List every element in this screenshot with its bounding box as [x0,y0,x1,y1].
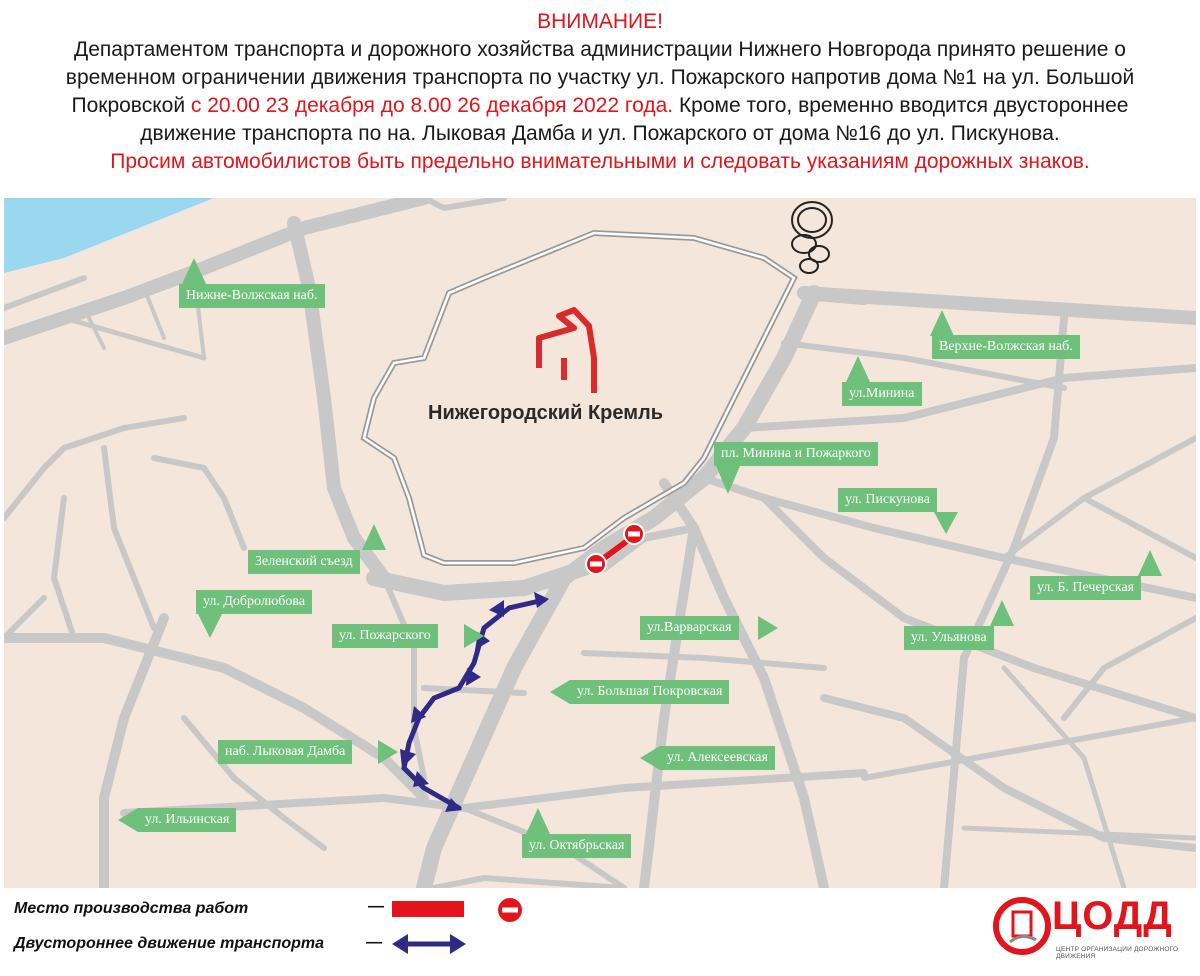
label-pointer [526,808,550,834]
label-pointer [118,808,138,832]
legend-works-label: Место производства работ [14,900,249,917]
label-pointer [464,624,484,648]
label-pointer [198,614,222,638]
notice-line-2: временном ограничении движения транспорта по участку ул. Пожарского напротив дома №1 на ул. Большой [65,66,1135,89]
legend-works-dash: — [368,898,384,915]
label-pointer [550,680,570,704]
label-pointer [990,600,1014,626]
label-varvarskaya: ул.Варварская [640,616,739,640]
label-ilinskaya: ул. Ильинская [138,808,236,832]
label-pointer [182,258,206,284]
label-pointer [934,512,958,534]
label-pl-minina: пл. Минина и Пожаркого [714,442,878,466]
label-pointer [716,466,740,494]
label-pointer [758,616,778,640]
notice-line-3-end: Кроме того, временно вводится двустороннее [673,94,1129,117]
notice-line-3 [0,92,1200,120]
two-way-arrow-icon [392,932,466,956]
legend-works-bar [392,901,464,917]
notice [0,8,1200,176]
notice-dates: с 20.00 23 декабря до 8.00 26 декабря 2022 года. [190,94,674,117]
notice-line-1: Департаментом транспорта и дорожного хозяйства администрации Нижнего Новгорода принято решение о [74,38,1126,61]
label-alekseevskaya: ул. Алексеевская [660,746,775,770]
notice-warning: Просим автомобилистов быть предельно внимательными и следовать указаниям дорожных знаков. [110,150,1090,173]
label-zelensky: Зеленский съезд [248,550,360,574]
kremlin-emblem [539,310,594,393]
label-verkhne-volzhskaya: Верхне-Волжская наб. [932,335,1080,359]
label-dobrolyubova: ул. Добролюбова [196,590,312,614]
label-ulyanova: ул. Ульянова [904,626,994,650]
label-pozharskogo: ул. Пожарского [332,624,438,648]
codd-logo-icon [992,896,1052,956]
label-b-pecherskaya: ул. Б. Печерская [1030,576,1141,600]
notice-line-4: движение транспорта по на. Лыковая Дамба и ул. Пожарского от дома №16 до ул. Пискунова. [140,122,1060,145]
legend-two-way-label: Двустороннее движение транспорта [14,935,325,952]
roundabout-shapes [792,202,832,273]
notice-title: ВНИМАНИЕ! [537,10,663,33]
label-pointer [846,356,870,382]
no-entry-icon [496,896,524,924]
label-pointer [930,310,954,336]
map [4,198,1196,888]
label-pointer [378,740,398,764]
label-nizhne-volzhskaya: Нижне-Волжская наб. [179,284,325,308]
label-minina: ул.Минина [842,382,922,406]
legend-two-way-dash: — [366,934,382,951]
label-pointer [362,524,386,550]
logo-subtitle: ЦЕНТР ОРГАНИЗАЦИИ ДОРОЖНОГО ДВИЖЕНИЯ [1056,946,1179,960]
kremlin-title: Нижегородский Кремль [428,402,664,424]
notice-line-3-start: Покровской [71,94,191,117]
label-lykovaya-damba: наб. Лыковая Дамба [218,740,352,764]
logo-name: ЦОДД [1052,894,1173,938]
kremlin-wall [364,233,794,563]
label-oktyabrskaya: ул. Октябрьская [522,834,631,858]
label-piskunova: ул. Пискунова [838,488,937,512]
label-pointer [640,746,660,770]
label-bolshaya-pokrovskaya: ул. Большая Покровская [570,680,729,704]
label-pointer [1138,550,1162,576]
legend [0,888,1200,976]
